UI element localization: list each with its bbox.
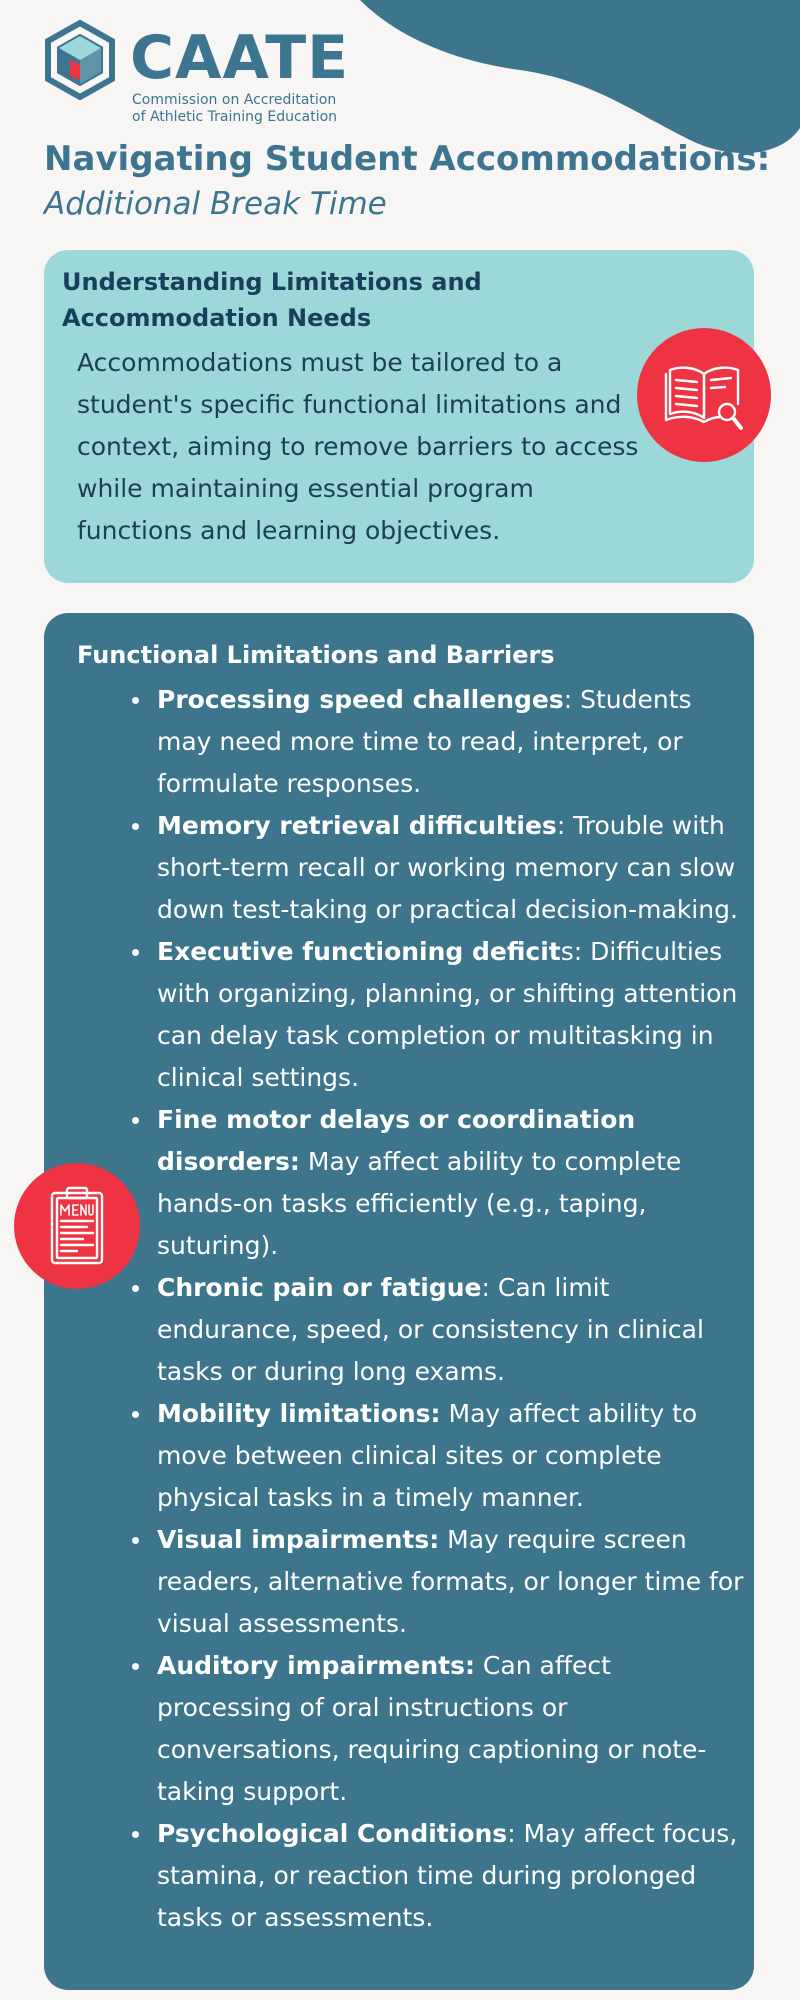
- logo-tagline-line1: Commission on Accreditation: [132, 92, 337, 108]
- list-item-description: Can affect processing of oral instructions or conversations, requiring captioning or note-taking support.: [157, 1651, 707, 1806]
- logo-tagline-line2: of Athletic Training Education: [132, 109, 338, 125]
- list-item-term: Visual impairments:: [157, 1525, 440, 1554]
- list-item-description: : Trouble with short-term recall or working memory can slow down test-taking or practical decision-making.: [157, 811, 738, 924]
- list-item: [157, 931, 747, 1099]
- understanding-heading: Understanding Limitations and Accommodation Needs: [62, 268, 482, 332]
- list-item-term: Mobility limitations:: [157, 1399, 441, 1428]
- list-item-description: : Can limit endurance, speed, or consistency in clinical tasks or during long exams.: [157, 1273, 704, 1386]
- list-item: [157, 1813, 747, 1939]
- list-item-term: Memory retrieval difficulties: [157, 811, 557, 840]
- list-item-term: Processing speed challenges: [157, 685, 564, 714]
- list-item-term: Chronic pain or fatigue: [157, 1273, 482, 1302]
- caate-logo: [44, 20, 364, 124]
- list-item: [157, 679, 747, 805]
- list-item: [157, 1099, 747, 1267]
- list-item: [157, 1645, 747, 1813]
- limitations-list: [157, 679, 747, 1939]
- list-item-description: : May affect focus, stamina, or reaction time during prolonged tasks or assessments.: [157, 1819, 738, 1932]
- list-item: [157, 1393, 747, 1519]
- list-item-term: Executive functioning deficit: [157, 937, 561, 966]
- limitations-card: [44, 613, 754, 1990]
- logo-tagline: [132, 92, 337, 126]
- list-item-description: : Students may need more time to read, interpret, or formulate responses.: [157, 685, 692, 798]
- list-item: [157, 1519, 747, 1645]
- list-item-description: May require screen readers, alternative formats, or longer time for visual assessments.: [157, 1525, 744, 1638]
- list-item-description: May affect ability to move between clinical sites or complete physical tasks in a timely manner.: [157, 1399, 698, 1512]
- logo-wordmark: CAATE: [130, 23, 350, 93]
- list-item: [157, 1267, 747, 1393]
- page-title: Navigating Student Accommodations:: [44, 139, 771, 179]
- page-subtitle: Additional Break Time: [44, 186, 387, 222]
- list-item-term: Auditory impairments:: [157, 1651, 475, 1680]
- list-item-term: Psychological Conditions: [157, 1819, 508, 1848]
- list-item-term: Fine motor delays or coordination disorders:: [157, 1105, 636, 1176]
- understanding-body: Accommodations must be tailored to a student's specific functional limitations and context, aiming to remove barriers to access while maintaining essential program functions and learning objectives.: [77, 348, 639, 545]
- list-item-description: s: Difficulties with organizing, planning, or shifting attention can delay task completion or multitasking in clinical settings.: [157, 937, 738, 1092]
- caate-hexagon-cube-icon: [44, 20, 116, 100]
- list-item-description: May affect ability to complete hands-on tasks efficiently (e.g., taping, suturing).: [157, 1147, 682, 1260]
- clipboard-menu-icon: [14, 1163, 140, 1289]
- limitations-heading: Functional Limitations and Barriers: [77, 641, 555, 669]
- open-book-magnifier-icon: [637, 328, 771, 462]
- list-item: [157, 805, 747, 931]
